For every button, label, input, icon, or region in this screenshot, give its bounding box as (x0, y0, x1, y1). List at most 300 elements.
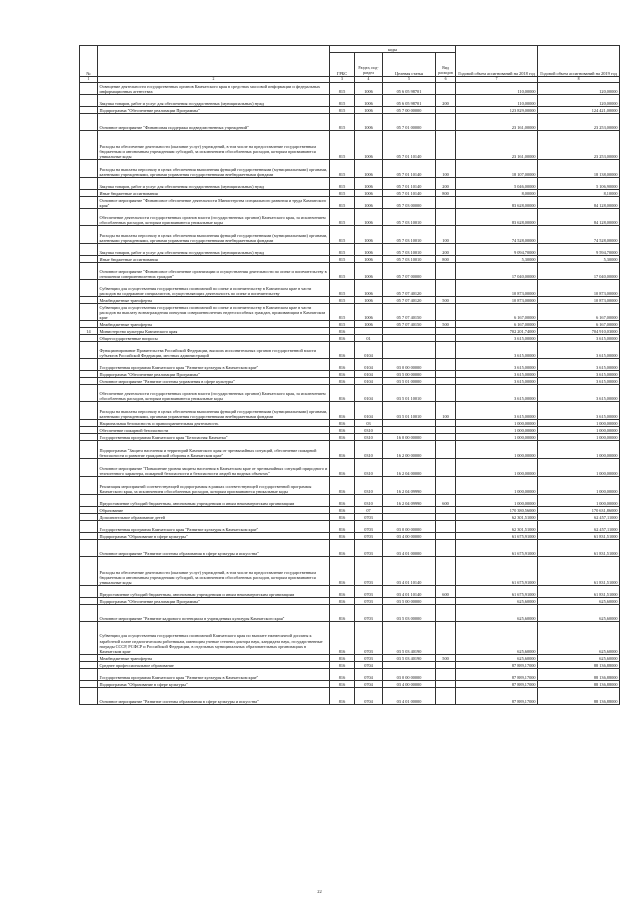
row-description: Основное мероприятие "Развитие системы управления в сфере культуры" (98, 378, 330, 385)
row-number (80, 263, 98, 280)
row-number (80, 434, 98, 441)
table-row (80, 540, 620, 557)
row-csr: 05 7 03 10010 (383, 209, 436, 226)
row-number (80, 178, 98, 190)
row-description: Закупка товаров, работ и услуг для обеспечения государственных (муниципальных) нужд (98, 178, 330, 190)
row-description: Закупка товаров, работ и услуг для обеспечения государственных (муниципальных) нужд (98, 244, 330, 256)
row-description: Расходы на выплаты персоналу в целях обеспечения выполнения функций государственными (муниципальными) органами, казенными учреждениями, органами управления государственными внебюджетными фондами (98, 402, 330, 420)
row-sum-2019: 1 000,00000 (538, 477, 620, 495)
row-vr (436, 385, 456, 402)
table-row (80, 557, 620, 586)
row-description: Освещение деятельности государственных органов Камчатского края в средствах массовой информации и федеральных информационных агентствах (98, 83, 330, 95)
row-vr (436, 459, 456, 477)
table-row (80, 131, 620, 160)
row-razdel: 0104 (355, 359, 383, 371)
table-row (80, 402, 620, 420)
row-razdel: 1006 (355, 280, 383, 297)
row-grbs: 816 (330, 359, 355, 371)
row-sum-2019: 625,60000 (538, 622, 620, 655)
row-razdel: 1006 (355, 226, 383, 244)
row-razdel: 1006 (355, 263, 383, 280)
row-vr (436, 304, 456, 321)
row-sum-2018: 625,60000 (456, 622, 538, 655)
row-sum-2018: 87 889,17000 (456, 688, 538, 705)
row-description: Обеспечение деятельности государственных органов власти (государственных органов) Камчатского края, за исключением обособленных расходов, которым присваиваются уникальные коды (98, 209, 330, 226)
row-sum-2018: 61 675,91000 (456, 586, 538, 598)
row-csr: 05 7 07 00000 (383, 263, 436, 280)
row-number (80, 226, 98, 244)
row-number (80, 378, 98, 385)
table-row (80, 669, 620, 681)
row-sum-2019: 3 615,00000 (538, 371, 620, 378)
row-csr: 03 0 00 00000 (383, 359, 436, 371)
table-row (80, 662, 620, 669)
row-csr: 16 2 04 09990 (383, 477, 436, 495)
row-grbs: 815 (330, 280, 355, 297)
row-sum-2019: 1 000,00000 (538, 420, 620, 427)
row-csr: 03 5 03 40190 (383, 655, 436, 662)
row-sum-2019: 704 910,03000 (538, 328, 620, 335)
row-vr: 500 (436, 321, 456, 328)
row-vr (436, 328, 456, 335)
row-sum-2019: 61 831,51000 (538, 557, 620, 586)
row-vr (436, 280, 456, 297)
row-sum-2018: 17 040,00000 (456, 263, 538, 280)
row-razdel: 1006 (355, 178, 383, 190)
row-sum-2018: 702 201,74000 (456, 328, 538, 335)
row-description: Образование (98, 507, 330, 514)
row-number (80, 662, 98, 669)
row-csr: 03 4 00 00000 (383, 533, 436, 540)
row-vr (436, 662, 456, 669)
row-number (80, 321, 98, 328)
row-vr (436, 209, 456, 226)
row-number (80, 533, 98, 540)
row-grbs: 816 (330, 477, 355, 495)
row-razdel: 0703 (355, 514, 383, 521)
row-grbs: 816 (330, 385, 355, 402)
table-row (80, 605, 620, 622)
row-description: Расходы на выплаты персоналу в целях обеспечения выполнения функций государственными (муниципальными) органами, казенными учреждениями, органами управления государственными внебюджетными фондами (98, 160, 330, 178)
row-sum-2019: 625,60000 (538, 605, 620, 622)
row-csr: 16 2 04 00000 (383, 459, 436, 477)
row-vr (436, 622, 456, 655)
row-description: Реализация мероприятий соответствующей подпрограммы в рамках соответствующей государственной программы Камчатского края, за исключением обособленных расходов, которым присваиваются уникальные коды (98, 477, 330, 495)
table-row (80, 107, 620, 114)
row-number (80, 297, 98, 304)
row-sum-2018: 1 000,00000 (456, 495, 538, 507)
header-row-1 (80, 46, 620, 53)
row-sum-2019: 625,60000 (538, 598, 620, 605)
row-grbs: 816 (330, 662, 355, 669)
row-csr (383, 420, 436, 427)
row-grbs: 816 (330, 335, 355, 342)
row-sum-2018: 170 380,56000 (456, 507, 538, 514)
budget-table (79, 45, 620, 705)
row-grbs: 816 (330, 655, 355, 662)
row-sum-2019: 5 106,90000 (538, 178, 620, 190)
row-number (80, 371, 98, 378)
row-sum-2019: 9 594,70000 (538, 244, 620, 256)
row-sum-2019: 10 873,00000 (538, 297, 620, 304)
row-description: Субвенции для осуществления государственных полномочий по опеке и попечительству в Камчатском крае в части расходов на выплату вознаграждения опекунам совершеннолетних недееспособных граждан, проживающим в Камчатском крае (98, 304, 330, 321)
row-vr (436, 420, 456, 427)
row-sum-2018: 110,00000 (456, 95, 538, 107)
row-number (80, 507, 98, 514)
row-grbs: 816 (330, 514, 355, 521)
row-razdel (355, 328, 383, 335)
row-grbs: 815 (330, 160, 355, 178)
row-description: Подпрограмма "Образование в сфере культуры" (98, 681, 330, 688)
row-number (80, 335, 98, 342)
row-grbs: 815 (330, 226, 355, 244)
table-row (80, 178, 620, 190)
table-row (80, 209, 620, 226)
row-sum-2018: 23 161,00000 (456, 131, 538, 160)
row-grbs: 816 (330, 420, 355, 427)
row-razdel: 0704 (355, 688, 383, 705)
row-number (80, 342, 98, 359)
row-sum-2018: 74 528,00000 (456, 226, 538, 244)
row-number (80, 190, 98, 197)
row-vr (436, 371, 456, 378)
row-csr: 03 0 00 00000 (383, 669, 436, 681)
table-row (80, 342, 620, 359)
row-csr: 05 7 07 40120 (383, 280, 436, 297)
table-row (80, 378, 620, 385)
row-grbs: 816 (330, 521, 355, 533)
row-csr: 03 4 01 10140 (383, 557, 436, 586)
col-number: 6 (436, 77, 456, 83)
table-row (80, 521, 620, 533)
row-sum-2019: 3 615,00000 (538, 378, 620, 385)
row-sum-2019: 88 136,88000 (538, 688, 620, 705)
row-description: Среднее профессиональное образование (98, 662, 330, 669)
table-row (80, 681, 620, 688)
row-number (80, 95, 98, 107)
row-razdel: 1006 (355, 297, 383, 304)
row-razdel: 1006 (355, 83, 383, 95)
row-vr (436, 681, 456, 688)
row-grbs: 816 (330, 605, 355, 622)
row-description: Государственная программа Камчатского края "Развитие культуры в Камчатском крае" (98, 669, 330, 681)
row-csr: 05 7 03 10010 (383, 256, 436, 263)
row-description: Министерство культуры Камчатского края (98, 328, 330, 335)
row-razdel: 0310 (355, 495, 383, 507)
row-sum-2018: 3 615,00000 (456, 371, 538, 378)
table-row (80, 244, 620, 256)
row-sum-2019: 170 631,86000 (538, 507, 620, 514)
row-vr: 200 (436, 178, 456, 190)
row-grbs: 816 (330, 557, 355, 586)
row-sum-2018: 83 628,00000 (456, 197, 538, 209)
row-grbs: 816 (330, 427, 355, 434)
row-sum-2019: 62 457,11000 (538, 514, 620, 521)
row-description: Общегосударственные вопросы (98, 335, 330, 342)
row-description: Подпрограмма "Обеспечение реализации Программы" (98, 371, 330, 378)
row-razdel: 0310 (355, 459, 383, 477)
row-description: Обеспечение пожарной безопасности (98, 427, 330, 434)
row-sum-2019: 1 000,00000 (538, 441, 620, 459)
row-grbs: 815 (330, 83, 355, 95)
row-grbs: 816 (330, 495, 355, 507)
row-grbs: 815 (330, 95, 355, 107)
row-csr: 03 4 01 10140 (383, 586, 436, 598)
row-csr: 05 7 03 00000 (383, 197, 436, 209)
row-sum-2018: 3 615,00000 (456, 342, 538, 359)
row-sum-2019: 1 000,00000 (538, 495, 620, 507)
row-description: Иные бюджетные ассигнования (98, 256, 330, 263)
row-number (80, 244, 98, 256)
row-description: Основное мероприятие "Развитие системы образования в сфере культуры и искусства" (98, 688, 330, 705)
table-row (80, 328, 620, 335)
row-grbs: 816 (330, 328, 355, 335)
row-csr (383, 335, 436, 342)
row-sum-2018: 62 301,51000 (456, 521, 538, 533)
row-vr: 100 (436, 226, 456, 244)
row-grbs: 816 (330, 540, 355, 557)
table-row (80, 280, 620, 297)
row-csr: 05 7 01 10140 (383, 190, 436, 197)
row-sum-2018: 61 675,91000 (456, 540, 538, 557)
row-razdel: 0703 (355, 557, 383, 586)
row-vr (436, 669, 456, 681)
row-grbs: 815 (330, 114, 355, 131)
row-sum-2019: 625,60000 (538, 655, 620, 662)
row-sum-2019: 84 128,00000 (538, 209, 620, 226)
row-vr (436, 114, 456, 131)
table-row (80, 598, 620, 605)
row-grbs: 816 (330, 459, 355, 477)
row-sum-2019: 3 615,00000 (538, 385, 620, 402)
row-description: Государственная программа Камчатского края "Развитие культуры в Камчатском крае" (98, 521, 330, 533)
table-row (80, 256, 620, 263)
row-description: Расходы на обеспечение деятельности (оказание услуг) учреждений, в том числе на предоставление государственным бюджетным и автономным учреждениям субсидий, за исключением обособленных расходов, которым присваиваются уникальные коды (98, 557, 330, 586)
row-csr (383, 514, 436, 521)
row-sum-2019: 5,30000 (538, 256, 620, 263)
row-sum-2018: 3 615,00000 (456, 402, 538, 420)
row-csr: 05 7 03 10010 (383, 244, 436, 256)
row-sum-2018: 1 000,00000 (456, 434, 538, 441)
row-vr (436, 359, 456, 371)
row-number: 14 (80, 328, 98, 335)
row-grbs: 816 (330, 434, 355, 441)
table-row (80, 197, 620, 209)
row-razdel: 0310 (355, 427, 383, 434)
row-vr (436, 441, 456, 459)
row-sum-2019: 88 136,88000 (538, 669, 620, 681)
row-sum-2018: 10 873,00000 (456, 297, 538, 304)
table-row (80, 385, 620, 402)
row-vr (436, 197, 456, 209)
row-sum-2018: 1 000,00000 (456, 420, 538, 427)
row-razdel: 03 (355, 420, 383, 427)
col-number: 5 (383, 77, 436, 83)
row-razdel: 0703 (355, 622, 383, 655)
row-csr: 16 2 04 09990 (383, 495, 436, 507)
row-csr: 03 4 00 00000 (383, 681, 436, 688)
row-vr (436, 263, 456, 280)
row-razdel: 07 (355, 507, 383, 514)
row-sum-2019: 62 457,11000 (538, 521, 620, 533)
table-row (80, 655, 620, 662)
row-razdel: 1006 (355, 244, 383, 256)
row-sum-2018: 3 615,00000 (456, 359, 538, 371)
row-sum-2019: 120,00000 (538, 95, 620, 107)
row-csr: 05 7 01 10140 (383, 131, 436, 160)
header-grbs: ГРБС (330, 53, 355, 77)
row-description: Межбюджетные трансферты (98, 321, 330, 328)
table-row (80, 688, 620, 705)
row-description: Основное мероприятие "Финансовое обеспечение организации и осуществления деятельности по опеке и попечительству в отношении совершеннолетних граждан" (98, 263, 330, 280)
row-grbs: 816 (330, 371, 355, 378)
row-description: Национальная безопасность и правоохранительная деятельность (98, 420, 330, 427)
row-razdel: 0703 (355, 521, 383, 533)
row-csr: 05 6 05 98701 (383, 95, 436, 107)
row-grbs: 815 (330, 263, 355, 280)
row-sum-2019: 3 615,00000 (538, 359, 620, 371)
row-number (80, 598, 98, 605)
row-razdel: 0310 (355, 477, 383, 495)
row-razdel: 1006 (355, 107, 383, 114)
row-number (80, 131, 98, 160)
row-number (80, 540, 98, 557)
row-razdel: 1006 (355, 160, 383, 178)
row-razdel: 0310 (355, 441, 383, 459)
row-vr (436, 342, 456, 359)
row-number (80, 280, 98, 297)
row-sum-2018: 123 829,00000 (456, 107, 538, 114)
row-sum-2019: 23 253,00000 (538, 114, 620, 131)
row-csr: 05 7 01 10140 (383, 178, 436, 190)
row-vr (436, 557, 456, 586)
row-sum-2019: 1 000,00000 (538, 427, 620, 434)
row-description: Основное мероприятие "Финансовая поддержка подведомственных учреждений" (98, 114, 330, 131)
row-vr (436, 378, 456, 385)
row-description: Подпрограмма "Обеспечение реализации Программы" (98, 598, 330, 605)
row-vr: 500 (436, 297, 456, 304)
table-row (80, 226, 620, 244)
row-grbs: 815 (330, 190, 355, 197)
row-razdel: 0703 (355, 533, 383, 540)
row-sum-2019: 3 615,00000 (538, 402, 620, 420)
row-vr: 200 (436, 244, 456, 256)
row-sum-2018: 61 675,91000 (456, 533, 538, 540)
row-razdel: 0703 (355, 586, 383, 598)
row-number (80, 420, 98, 427)
row-vr: 500 (436, 655, 456, 662)
row-csr: 03 4 01 00000 (383, 540, 436, 557)
header-csr: Целевая статья (383, 53, 436, 77)
row-csr (383, 662, 436, 669)
row-grbs: 816 (330, 378, 355, 385)
row-vr (436, 427, 456, 434)
row-number (80, 304, 98, 321)
row-description: Иные бюджетные ассигнования (98, 190, 330, 197)
row-sum-2018: 3 615,00000 (456, 335, 538, 342)
row-number (80, 514, 98, 521)
row-vr (436, 507, 456, 514)
row-sum-2019: 124 421,00000 (538, 107, 620, 114)
row-number (80, 107, 98, 114)
row-sum-2019: 84 128,00000 (538, 197, 620, 209)
row-csr: 05 7 03 10010 (383, 226, 436, 244)
row-sum-2019: 88 136,88000 (538, 662, 620, 669)
row-razdel: 0104 (355, 342, 383, 359)
row-sum-2018: 9 094,70000 (456, 244, 538, 256)
row-razdel: 0703 (355, 598, 383, 605)
row-sum-2019: 1 000,00000 (538, 434, 620, 441)
row-sum-2018: 625,60000 (456, 655, 538, 662)
row-grbs: 816 (330, 402, 355, 420)
row-grbs: 815 (330, 197, 355, 209)
row-description: Подпрограмма "Образование в сфере культуры" (98, 533, 330, 540)
row-description: Основное мероприятие "Повышение уровня защиты населения в Камчатском крае от чрезвычайных ситуаций природного и техногенного характера, пожарной безопасности и безопасности людей на водных объектах" (98, 459, 330, 477)
row-razdel: 0310 (355, 434, 383, 441)
row-vr: 800 (436, 190, 456, 197)
row-csr: 03 4 01 00000 (383, 688, 436, 705)
row-sum-2019: 6 167,00000 (538, 304, 620, 321)
row-number (80, 209, 98, 226)
table-body (80, 46, 620, 705)
row-number (80, 83, 98, 95)
col-number: 8 (538, 77, 620, 83)
row-number (80, 622, 98, 655)
row-razdel: 0104 (355, 378, 383, 385)
row-grbs: 816 (330, 507, 355, 514)
table-row (80, 459, 620, 477)
row-csr: 05 7 01 00000 (383, 114, 436, 131)
table-row (80, 477, 620, 495)
row-number (80, 160, 98, 178)
table-row (80, 304, 620, 321)
row-grbs: 816 (330, 342, 355, 359)
row-csr (383, 328, 436, 335)
row-csr: 05 7 07 40120 (383, 297, 436, 304)
row-razdel: 1006 (355, 209, 383, 226)
table-row (80, 160, 620, 178)
row-sum-2019: 1 000,00000 (538, 459, 620, 477)
row-description: Субвенции для осуществления государственных полномочий Камчатского края по выплате ежемесячной доплаты к заработной плате педагогическим работникам, имеющим ученые степени доктора наук, кандидата наук, государственные награды СССР, РСФСР и Российской Федерации, в отдельных муниципальных образовательных организациях в Камчатском крае (98, 622, 330, 655)
row-sum-2018: 87 889,17000 (456, 669, 538, 681)
row-csr: 05 7 00 00000 (383, 107, 436, 114)
row-description: Межбюджетные трансферты (98, 297, 330, 304)
col-number: 1 (80, 77, 98, 83)
row-description: Субвенции для осуществления государственных полномочий по опеке и попечительству в Камчатском крае в части расходов на содержание специалистов, осуществляющих деятельность по опеке и попечительству (98, 280, 330, 297)
row-razdel: 0703 (355, 655, 383, 662)
row-csr: 16 0 00 00000 (383, 434, 436, 441)
row-description: Обеспечение деятельности государственных органов власти (государственных органов) Камчатского края, за исключением обособленных расходов, которым присваиваются уникальные коды (98, 385, 330, 402)
table-row (80, 190, 620, 197)
row-sum-2018: 8,00000 (456, 190, 538, 197)
row-sum-2019: 23 253,00000 (538, 131, 620, 160)
row-csr: 03 0 00 00000 (383, 521, 436, 533)
table-row (80, 434, 620, 441)
header-razdel: Раздел, под-раздел (355, 53, 383, 77)
row-csr: 05 6 05 98701 (383, 83, 436, 95)
col-number: 2 (98, 77, 330, 83)
row-vr (436, 533, 456, 540)
table-row (80, 321, 620, 328)
row-csr: 05 7 07 40150 (383, 321, 436, 328)
row-razdel: 0104 (355, 402, 383, 420)
row-csr: 03 5 00 00000 (383, 598, 436, 605)
row-vr (436, 521, 456, 533)
header-vr: Вид расходов (436, 53, 456, 77)
row-csr: 05 7 07 40150 (383, 304, 436, 321)
row-description: Предоставление субсидий бюджетным, автономным учреждениям и иным некоммерческим организациям (98, 586, 330, 598)
row-vr (436, 688, 456, 705)
